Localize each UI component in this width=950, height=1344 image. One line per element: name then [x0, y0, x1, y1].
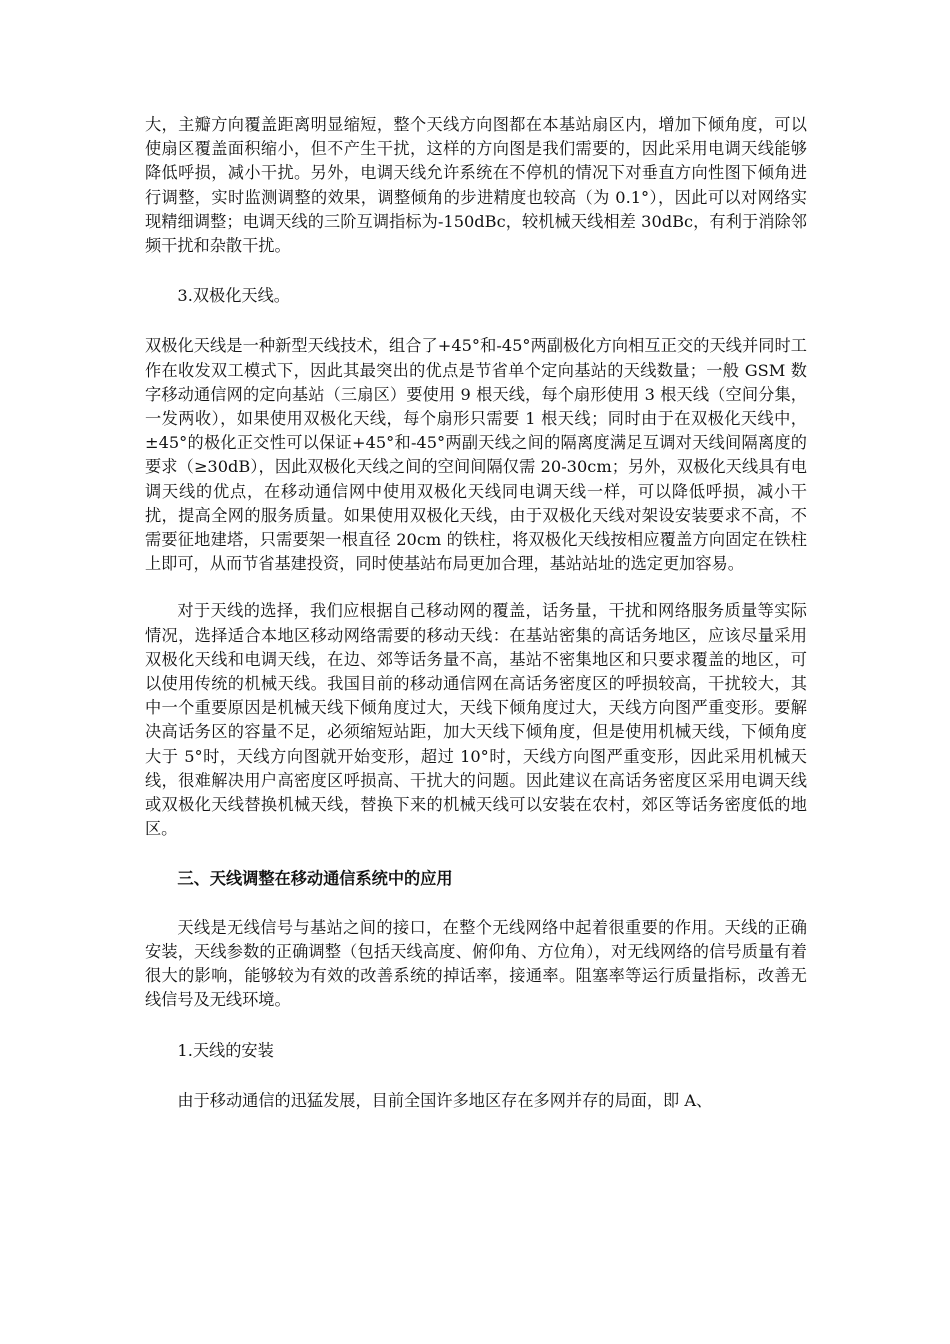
- section-heading-antenna-adjustment: 三、天线调整在移动通信系统中的应用: [177, 869, 453, 889]
- text-column: [145, 113, 807, 1113]
- paragraph-dual-polarized-antenna: 双极化天线是一种新型天线技术，组合了+45°和-45°两副极化方向相互正交的天线并同时工作在收发双工模式下，因此其最突出的优点是节省单个定向基站的天线数量；一般 GSM 数字移动通信网的定向基站（三扇区）要使用 9 根天线，每个扇形使用 3 根天线（空间分集，一发两收），如果使用双极化天线，每个扇形只需要 1 根天线；同时由于在双极化天线中，±45°的极化正交性可以保证+45°和-45°两副天线之间的隔离度满足互调对天线间隔离度的要求（≥30dB），因此双极化天线之间的空间间隔仅需 20-30cm；另外，双极化天线具有电调天线的优点，在移动通信网中使用双极化天线同电调天线一样，可以降低呼损，减小干扰，提高全网的服务质量。如果使用双极化天线，由于双极化天线对架设安装要求不高，不需要征地建塔，只需要架一根直径 20cm 的铁柱，将双极化天线按相应覆盖方向固定在铁柱上即可，从而节省基建投资，同时使基站布局更加合理，基站站址的选定更加容易。: [145, 336, 807, 574]
- subheading-dual-polarized-antenna: 3.双极化天线。: [177, 286, 290, 306]
- paragraph-antenna-interface: 天线是无线信号与基站之间的接口，在整个无线网络中起着很重要的作用。天线的正确安装，天线参数的正确调整（包括天线高度、俯仰角、方位角），对无线网络的信号质量有着很大的影响，能够较为有效的改善系统的掉话率，接通率。阻塞率等运行质量指标，改善无线信号及无线环境。: [145, 917, 807, 1010]
- paragraph-electrical-tilt-antenna: 大，主瓣方向覆盖距离明显缩短，整个天线方向图都在本基站扇区内，增加下倾角度，可以使扇区覆盖面积缩小，但不产生干扰，这样的方向图是我们需要的，因此采用电调天线能够降低呼损，减小干扰。另外，电调天线允许系统在不停机的情况下对垂直方向性图下倾角进行调整，实时监测调整的效果，调整倾角的步进精度也较高（为 0.1°），因此可以对网络实现精细调整；电调天线的三阶互调指标为-150dBc，较机械天线相差 30dBc，有利于消除邻频干扰和杂散干扰。: [145, 115, 807, 256]
- paragraph-multi-network: 由于移动通信的迅猛发展，目前全国许多地区存在多网并存的局面，即 A、: [177, 1090, 713, 1110]
- paragraph-antenna-selection: 对于天线的选择，我们应根据自己移动网的覆盖，话务量，干扰和网络服务质量等实际情况，选择适合本地区移动网络需要的移动天线：在基站密集的高话务地区，应该尽量采用双极化天线和电调天线，在边、郊等话务量不高，基站不密集地区和只要求覆盖的地区，可以使用传统的机械天线。我国目前的移动通信网在高话务密度区的呼损较高，干扰较大，其中一个重要原因是机械天线下倾角度过大，天线下倾角度过大，天线方向图严重变形。要解决高话务区的容量不足，必须缩短站距，加大天线下倾角度，但是使用机械天线，下倾角度大于 5°时，天线方向图就开始变形，超过 10°时，天线方向图严重变形，因此采用机械天线，很难解决用户高密度区呼损高、干扰大的问题。因此建议在高话务密度区采用电调天线或双极化天线替换机械天线，替换下来的机械天线可以安装在农村，郊区等话务密度低的地区。: [145, 601, 807, 839]
- subheading-antenna-installation: 1.天线的安装: [177, 1040, 274, 1060]
